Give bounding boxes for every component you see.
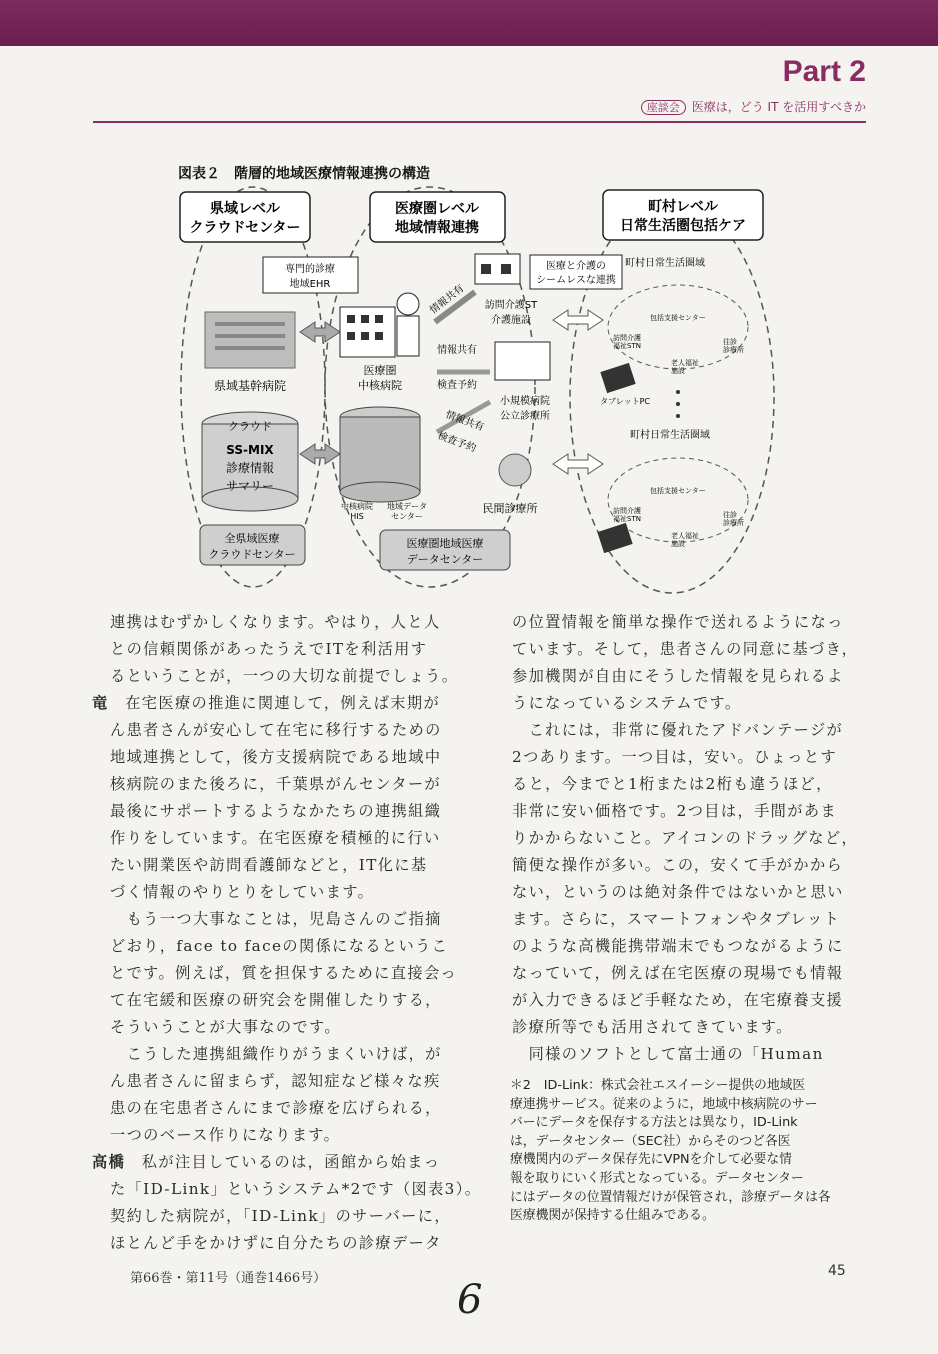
left-line: 核病院のまた後ろに，千葉県がんセンターが: [110, 775, 442, 793]
header-rule: [93, 121, 866, 123]
header-bar: [0, 0, 938, 46]
elder-2-line1: 老人福祉: [671, 532, 699, 540]
footnote-line: ＊2 ID-Link：株式会社エスイーシー提供の地域医: [510, 1078, 806, 1093]
figure-diagram: [175, 182, 775, 600]
left-line: とです。例えば，質を担保するために直接会っ: [110, 964, 458, 982]
home-clinic-2-line2: 診療所: [723, 519, 744, 527]
exam-reserve-label: 検査予約: [437, 380, 477, 391]
visit-care-line2: 介護施設: [491, 315, 531, 326]
right-line: なっていて，例えば在宅医療の現場でも情報: [512, 964, 844, 982]
figure-number: 図表２: [178, 166, 220, 182]
core-his-line1: 中核病院: [341, 502, 373, 511]
all-pref-line1: 全県域医療: [224, 532, 280, 545]
all-pref-line2: クラウドセンター: [208, 548, 296, 561]
cloud-line1: クラウド: [228, 420, 272, 433]
right-line: 非常に安い価格です。2つ目は，手間があま: [512, 802, 838, 820]
left-speaker: 竜: [92, 694, 109, 712]
page-number: 45: [828, 1263, 846, 1279]
region-level-ellipse: [325, 187, 535, 587]
visit-stn-2-line2: 福祉STN: [613, 515, 641, 523]
visit-stn-1-line2: 福祉STN: [613, 342, 641, 350]
left-line: ん患者さんに留まらず，認知症など様々な疾: [110, 1072, 441, 1090]
town-circle-1: [608, 285, 748, 369]
home-clinic-1-line1: 往診: [723, 338, 737, 346]
level-pref-line1: 県域レベル: [210, 201, 280, 217]
visit-care-line1: 訪問介護ST: [484, 300, 538, 311]
home-clinic-1-line2: 診療所: [723, 346, 744, 354]
left-line: もう一つ大事なことは，児島さんのご指摘: [110, 910, 442, 928]
tablet-label: タブレットPC: [600, 397, 651, 406]
med-dc-line2: データセンター: [406, 553, 484, 566]
right-column: [512, 609, 868, 1068]
cloud-line4: サマリー: [225, 479, 275, 493]
handwritten-number: 6: [457, 1277, 483, 1323]
left-line: との信頼関係があったうえでITを利活用す: [110, 640, 428, 658]
footnote-line: バーにデータを保存する方法とは異なり，ID-Link: [510, 1115, 798, 1131]
seamless-line1: 医療と介護の: [546, 261, 606, 272]
left-line: るということが，一つの大切な前提でしょう。: [110, 667, 459, 685]
part-label: Part 2: [782, 55, 866, 88]
core-his-line2: HIS: [350, 512, 364, 521]
left-speaker: 高橋: [92, 1153, 126, 1171]
left-line: た「ID-Link」というシステム*2です（図表3）。: [110, 1180, 482, 1198]
cloud-line3: 診療情報: [225, 461, 275, 475]
left-line: 連携はむずかしくなります。やはり，人と人: [110, 613, 441, 631]
footnote-line: は，データセンター（SEC社）からそのつど各医: [510, 1133, 791, 1149]
town-zone-label-1: 町村日常生活圏域: [625, 258, 705, 269]
left-line: て在宅緩和医療の研究会を開催したりする，: [110, 991, 442, 1009]
arrow-region-town-2: [553, 454, 603, 474]
info-share-diag-label: 情報共有: [428, 283, 467, 317]
left-line: ほとんど手をかけずに自分たちの診療データ: [110, 1234, 442, 1252]
info-share-label: 情報共有: [437, 345, 477, 356]
left-line: どおり，face to faceの関係になるというこ: [110, 937, 449, 955]
support-center-2: 包括支援センター: [650, 487, 706, 495]
level-region-line1: 医療圏レベル: [395, 201, 479, 217]
ehr-line1: 専門的診療: [285, 264, 335, 275]
footnote-line: 報を取りにいく形式となっている。データセンター: [510, 1170, 804, 1186]
visit-stn-1-line1: 訪問介護: [613, 334, 641, 342]
volume-info: 第66巻・第11号（通巻1466号）: [130, 1271, 327, 1286]
home-clinic-2-line1: 往診: [723, 511, 737, 519]
arrow-region-town-1: [553, 310, 603, 330]
town-circle-2: [608, 458, 748, 542]
tablet-icon-2: [597, 523, 632, 553]
tablet-icon-1: [600, 363, 635, 393]
pref-hospital-label: 県域基幹病院: [213, 379, 287, 393]
level-town-line2: 日常生活圏包括ケア: [620, 218, 746, 234]
right-line: ています。そして，患者さんの同意に基づき，: [512, 640, 859, 658]
arrow-pref-core: [300, 322, 340, 342]
left-line: 在宅医療の推進に関連して，例えば末期が: [125, 694, 441, 712]
support-center-1: 包括支援センター: [650, 314, 706, 322]
level-pref-line2: クラウドセンター: [189, 220, 301, 236]
elder-1-line2: 施設: [671, 367, 685, 375]
left-line: 私が注目しているのは，函館から始まっ: [141, 1153, 441, 1171]
right-line: 参加機関が自由にそうした情報を見られるよ: [512, 667, 844, 685]
right-line: 2つあります。一つ目は，安い。ひょっとす: [512, 748, 838, 766]
left-line: 契約した病院が，「ID-Link」のサーバーに，: [110, 1207, 451, 1225]
left-line: たい開業医や訪問看護師などと，IT化に基: [110, 856, 428, 874]
left-line: 患の在宅患者さんにまで診療を広げられる，: [110, 1099, 442, 1117]
right-line: のような高機能携帯端末でもつながるように: [512, 937, 844, 955]
figure-caption: [178, 163, 444, 183]
right-line: りかからないこと。アイコンのドラッグなど，: [512, 829, 859, 847]
region-dc-line1: 地域データ: [387, 502, 427, 511]
elder-2-line2: 施設: [671, 540, 685, 548]
left-line: こうした連携組織作りがうまくいけば，が: [110, 1045, 442, 1063]
right-line: ます。さらに，スマートフォンやタブレット: [512, 910, 841, 928]
visit-stn-2-line1: 訪問介護: [613, 507, 641, 515]
ehr-line2: 地域EHR: [289, 279, 331, 290]
small-hospital-line1: 小規模病院: [500, 396, 550, 407]
figure-title: 階層的地域医療情報連携の構造: [234, 166, 430, 182]
left-column: [92, 609, 482, 1257]
right-line: の位置情報を簡単な操作で送れるようになっ: [512, 613, 844, 631]
right-line: 同様のソフトとして富士通の「Human: [512, 1045, 824, 1063]
roundtable-tag: 座談会: [641, 100, 686, 115]
data-center-cylinder: [340, 417, 420, 492]
level-region-line2: 地域情報連携: [395, 220, 479, 236]
footnote-line: 医療機関が保持する仕組みである。: [510, 1208, 715, 1224]
core-hospital-line1: 医療圏: [363, 364, 397, 377]
left-line: づく情報のやりとりをしています。: [110, 883, 375, 901]
core-hospital-line2: 中核病院: [358, 379, 402, 392]
right-line: ると，今までと1桁または2桁も違うほど，: [512, 775, 833, 793]
left-line: ん患者さんが安心して在宅に移行するための: [110, 721, 442, 739]
left-line: そういうことが大事なのです。: [110, 1018, 342, 1036]
small-hospital-line2: 公立診療所: [500, 411, 550, 422]
footnote-line: 療連携サービス。従来のように，地域中核病院のサー: [510, 1096, 818, 1112]
level-town-line1: 町村レベル: [648, 199, 718, 215]
info-share-label-2: 情報共有: [443, 409, 486, 434]
doctor-figure: [397, 293, 419, 315]
med-dc-line1: 医療圏地域医療: [406, 537, 484, 550]
subtitle-text: 医療は，どう IT を活用すべきか: [691, 100, 866, 114]
right-line: 簡便な操作が多い。この，安くて手がかから: [512, 856, 844, 874]
town-zone-label-2: 町村日常生活圏域: [630, 430, 710, 441]
right-line: ない，というのは絶対条件ではないかと思い: [512, 883, 844, 901]
footnote-line: にはデータの位置情報だけが保管され，診療データは各: [510, 1189, 831, 1205]
right-line: が入力できるほど手軽なため，在宅療養支援: [512, 991, 844, 1009]
right-line: これには，非常に優れたアドバンテージが: [512, 721, 844, 739]
left-line: 最後にサポートするようなかたちの連携組織: [110, 802, 442, 820]
elder-1-line1: 老人福祉: [671, 359, 699, 367]
region-dc-line2: センター: [391, 512, 423, 521]
pref-hospital-building: [205, 312, 295, 368]
right-line: 診療所等でも活用されてきています。: [512, 1018, 793, 1036]
left-line: 地域連携として，後方支援病院である地域中: [110, 748, 442, 766]
footnote-line: 療機関内のデータ保存先にVPNを介して必要な情: [510, 1152, 792, 1168]
seamless-line2: シームレスな連携: [536, 275, 616, 286]
cloud-line2: SS-MIX: [226, 443, 274, 457]
private-clinic-label: 民間診療所: [482, 502, 538, 515]
private-clinic-icon: [499, 454, 531, 486]
exam-reserve-label-2: 検査予約: [435, 430, 478, 455]
right-line: うになっているシステムです。: [512, 694, 742, 712]
left-line: 作りをしています。在宅医療を積極的に行い: [110, 829, 441, 847]
left-line: 一つのベース作りになります。: [110, 1126, 341, 1144]
small-hospital-building: [495, 342, 550, 380]
footnote: [510, 1077, 866, 1226]
section-subtitle: [641, 98, 866, 115]
